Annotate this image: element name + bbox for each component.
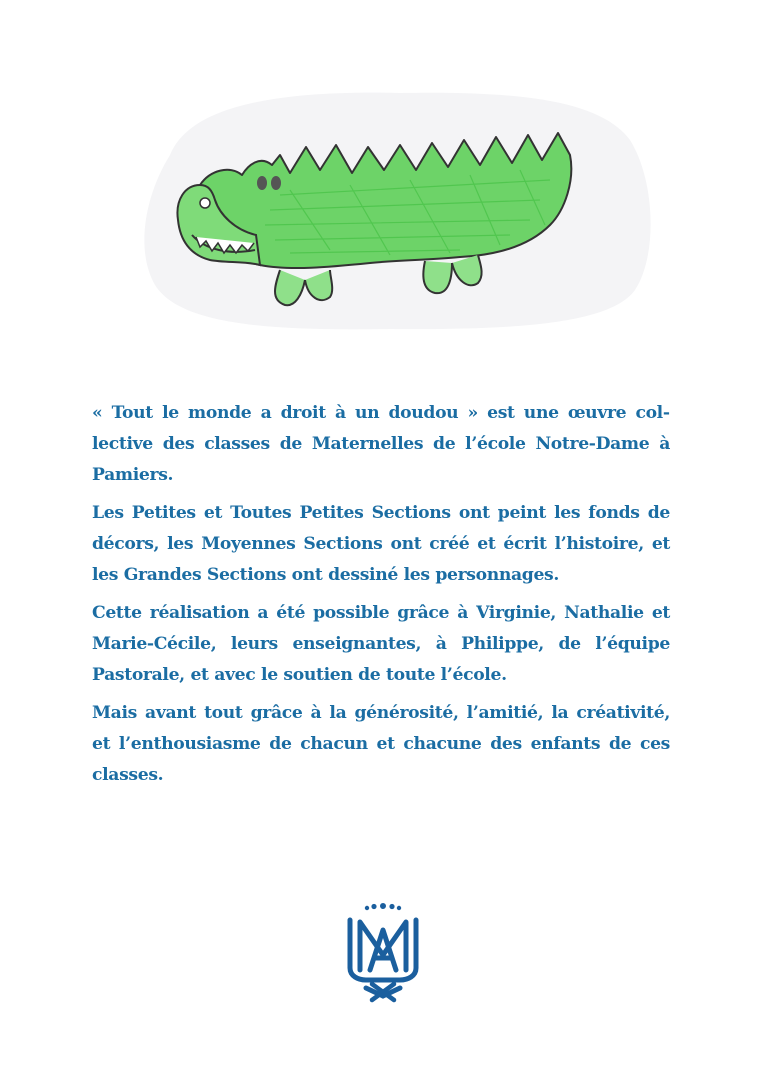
school-monogram-logo-icon bbox=[342, 900, 424, 1004]
credits-paragraph-intro: « Tout le monde a droit à un doudou » est une œuvre collective des classes de Maternelles de l’école Notre-Dame à Pamiers. bbox=[92, 403, 670, 485]
crocodile-drawing-icon bbox=[130, 85, 660, 335]
credits-paragraph-thanks: Cette réalisation a été possible grâce à Virginie, Nathalie et Marie-Cécile, leurs enseignantes, à Philippe, de l’équipe Pastorale, et avec le soutien de toute l’école. bbox=[92, 603, 670, 685]
credits-text bbox=[92, 398, 670, 798]
credits-paragraph-sections: Les Petites et Toutes Petites Sections ont peint les fonds de décors, les Moyennes Sections ont créé et écrit l’histoire, et les Grandes Sections ont dessiné les personnages. bbox=[92, 503, 670, 585]
credits-paragraph-children: Mais avant tout grâce à la générosité, l’amitié, la créativité, et l’enthousiasme de chacun et chacune des enfants de ces classes. bbox=[92, 703, 670, 785]
